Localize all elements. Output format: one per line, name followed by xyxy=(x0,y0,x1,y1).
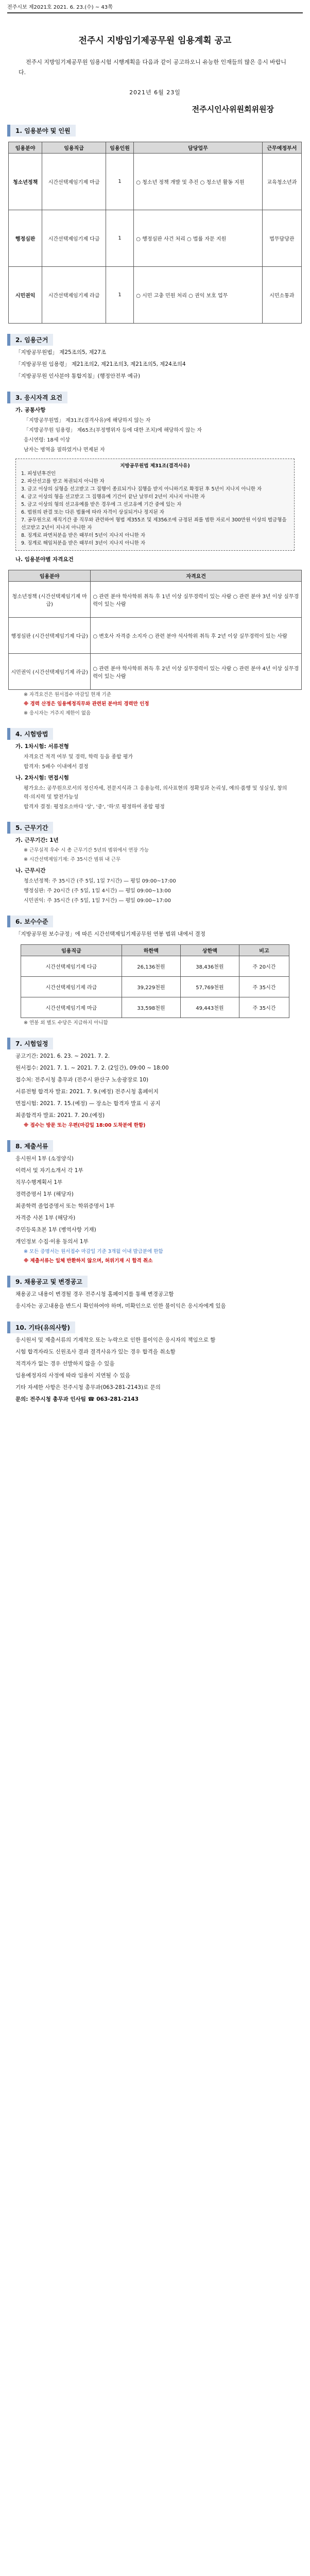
table-cell: 주 20시간 xyxy=(239,956,289,977)
misc-item: 기타 자세한 사항은 전주시청 총무과(063-281-2143)로 문의 xyxy=(15,1384,161,1391)
misc-item: 응시원서 및 제출서류의 기재착오 또는 누락으로 인한 불이익은 응시자의 책임으로 함 xyxy=(15,1337,216,1343)
exam-step-title: 가. 1차시험: 서류전형 xyxy=(15,743,69,750)
misc-item: 적격자가 없는 경우 선발하지 않을 수 있음 xyxy=(15,1361,115,1367)
table-cell: ○ 청소년 정책 개발 및 추진 ○ 청소년 활동 지원 xyxy=(134,154,263,210)
pay-table-header xyxy=(21,945,289,956)
term-title: 가. 근무기간: 1년 xyxy=(15,837,59,843)
disqualification-title: 지방공무원법 제31조(결격사유) xyxy=(120,463,190,469)
exam-step-item: 평가요소: 공무원으로서의 정신자세, 전문지식과 그 응용능력, 의사표현의 정확성과 논리성, 예의·품행 및 성실성, 창의력·의지력 및 발전가능성 xyxy=(24,786,287,800)
recruit-table-header xyxy=(9,142,302,154)
schedule-item: 공고기간: 2021. 6. 23. ~ 2021. 7. 2. xyxy=(15,1053,110,1059)
table-cell: 행정심판 xyxy=(9,210,42,267)
table-header-cell: 하한액 xyxy=(122,945,180,956)
disqualification-box xyxy=(15,459,295,551)
basis-item: 「지방공무원 인사분야 통합지침」(행정안전부 예규) xyxy=(15,373,141,379)
table-cell: 시민소통과 xyxy=(262,267,301,324)
table-cell: 1 xyxy=(106,210,134,267)
document-item: 이력서 및 자기소개서 각 1부 xyxy=(15,1167,83,1174)
table-header-cell: 담당업무 xyxy=(134,142,263,154)
table-cell: 시민권익 (시간선택제임기제 라급) xyxy=(9,654,91,690)
misc-item: 임용예정자의 사정에 따라 임용이 지연될 수 있음 xyxy=(15,1372,130,1379)
schedule-item: 원서접수: 2021. 7. 1. ~ 2021. 7. 2. (2일간), 09:00 ~ 18:00 xyxy=(15,1065,169,1071)
exam-step-title: 나. 2차시험: 면접시험 xyxy=(15,775,69,781)
contact-info: 문의: 전주시청 총무과 인사팀 ☎ 063-281-2143 xyxy=(15,1396,139,1402)
table-cell: 57,769천원 xyxy=(180,977,239,997)
table-header-cell: 비고 xyxy=(239,945,289,956)
table-cell: 시민권익 xyxy=(9,267,42,324)
document-item: 응시원서 1부 (소정양식) xyxy=(15,1156,74,1162)
document-warning: ※ 제출서류는 일체 반환하지 않으며, 허위기재 시 합격 취소 xyxy=(24,1258,153,1264)
exam-step-item: 합격자 결정: 평정요소마다 '상', '중', '하'로 평정하여 종합 평정 xyxy=(24,804,165,810)
notice-signer: 전주시인사위원회위원장 xyxy=(192,105,274,114)
exam-step-item: 자격요건 적격 여부 및 경력, 학력 등을 종합 평가 xyxy=(24,754,133,760)
table-cell: 33,598천원 xyxy=(122,997,180,1018)
hours-item: 행정심판: 주 20시간 (주 5일, 1일 4시간) — 평일 09:00~13:00 xyxy=(24,888,171,894)
requirements-title: 가. 공통사항 xyxy=(15,407,46,413)
notice-body: 전주시 지방임기제공무원 임용시험 시행계획을 다음과 같이 공고하오니 유능한 인재들의 많은 응시 바랍니다. xyxy=(19,59,287,76)
table-cell: 시간선택제임기제 라급 xyxy=(21,977,122,997)
basis-item: 「지방공무원법」 제25조의5, 제27조 xyxy=(15,349,106,355)
disqualification-item: 7. 공무원으로 재직기간 중 직무와 관련하여 형법 제355조 및 제356조에 규정된 죄를 범한 자로서 300만원 이상의 벌금형을 선고받고 2년이 지나지 아니한 자 xyxy=(21,517,287,531)
table-row xyxy=(9,618,302,654)
hours-item: 청소년정책: 주 35시간 (주 5일, 1일 7시간) — 평일 09:00~17:00 xyxy=(24,878,176,884)
gazette-label: 전주시보 제2021호 2021. 6. 23.(수) ~ 43쪽 xyxy=(7,4,113,10)
document-item: 최종학력 졸업증명서 또는 학위증명서 1부 xyxy=(15,1203,115,1209)
disqualification-item: 3. 금고 이상의 실형을 선고받고 그 집행이 종료되거나 집행을 받지 아니하기로 확정된 후 5년이 지나지 아니한 자 xyxy=(21,486,262,492)
table-cell: 행정심판 (시간선택제임기제 다급) xyxy=(9,618,91,654)
table-header-cell: 임용인원 xyxy=(106,142,134,154)
table-cell: ○ 변호사 자격증 소지자 ○ 관련 분야 석사학위 취득 후 2년 이상 실무경력이 있는 사람 xyxy=(91,618,302,654)
requirement-note: ※ 자격요건은 원서접수 마감일 현재 기준 xyxy=(24,692,111,698)
document-item: 직무수행계획서 1부 xyxy=(15,1179,63,1185)
disqualification-item: 1. 피성년후견인 xyxy=(21,471,56,477)
table-row xyxy=(9,582,302,618)
section-7-heading: 7. 시험일정 xyxy=(7,1038,53,1049)
requirement-item: 응시연령: 18세 이상 xyxy=(24,437,71,443)
table-row xyxy=(9,154,302,210)
document-item: 주민등록초본 1부 (병역사항 기재) xyxy=(15,1227,96,1233)
document-item: 개인정보 수집·이용 동의서 1부 xyxy=(15,1239,89,1245)
table-cell: 청소년정책 (시간선택제임기제 마급) xyxy=(9,582,91,618)
table-row xyxy=(21,956,289,977)
disqualification-item: 6. 법원의 판결 또는 다른 법률에 따라 자격이 상실되거나 정지된 자 xyxy=(21,510,164,515)
hours-title: 나. 근무시간 xyxy=(15,868,46,874)
recruit-table xyxy=(8,142,302,324)
table-cell: 시간선택제임기제 라급 xyxy=(42,267,106,324)
table-cell: ○ 행정심판 사건 처리 ○ 법률 자문 지원 xyxy=(134,210,263,267)
table-header-cell: 근무예정부서 xyxy=(262,142,301,154)
disqualification-item: 4. 금고 이상의 형을 선고받고 그 집행유예 기간이 끝난 날부터 2년이 지나지 아니한 자 xyxy=(21,494,205,500)
table-cell: 38,436천원 xyxy=(180,956,239,977)
document-item: 자격증 사본 1부 (해당자) xyxy=(15,1215,76,1221)
table-cell: ○ 관련 분야 학사학위 취득 후 2년 이상 실무경력이 있는 사람 ○ 관련 분야 4년 이상 실무경력이 있는 사람 xyxy=(91,654,302,690)
requirement-item: 「지방공무원 임용령」 제65조(부정행위자 등에 대한 조치)에 해당하지 않는 자 xyxy=(24,428,202,433)
table-header-cell: 임용분야 xyxy=(9,142,42,154)
requirements-subtitle: 나. 임용분야별 자격요건 xyxy=(15,556,74,563)
pay-intro: 「지방공무원 보수규정」에 따른 시간선택제임기제공무원 연봉 범위 내에서 결정 xyxy=(15,931,205,937)
term-note: ※ 시간선택제임기제: 주 35시간 범위 내 근무 xyxy=(24,857,121,862)
table-cell: 주 35시간 xyxy=(239,977,289,997)
disqualification-item: 5. 금고 이상의 형의 선고유예를 받은 경우에 그 선고유예 기간 중에 있는 자 xyxy=(21,502,182,507)
table-row xyxy=(9,654,302,690)
table-row xyxy=(21,997,289,1018)
pay-note: ※ 연봉 외 별도 수당은 지급하지 아니함 xyxy=(24,1020,108,1026)
change-item: 응시자는 공고내용을 반드시 확인하여야 하며, 미확인으로 인한 불이익은 응시자에게 있음 xyxy=(15,1303,226,1309)
pay-table-wrap xyxy=(21,944,289,1018)
section-4-heading: 4. 시험방법 xyxy=(7,728,53,740)
table-cell: 1 xyxy=(106,154,134,210)
section-2-heading: 2. 임용근거 xyxy=(7,334,53,346)
disqualification-item: 9. 징계로 해임처분을 받은 때부터 3년이 지나지 아니한 자 xyxy=(21,540,146,546)
section-8-heading: 8. 제출서류 xyxy=(7,1140,53,1152)
exam-step-item: 합격자: 5배수 이내에서 결정 xyxy=(24,764,89,770)
table-cell: 시간선택제임기제 다급 xyxy=(42,210,106,267)
qualification-table-wrap xyxy=(8,570,302,690)
table-cell: 주 35시간 xyxy=(239,997,289,1018)
term-note: ※ 근무실적 우수 시 총 근무기간 5년의 범위에서 연장 가능 xyxy=(24,848,149,853)
table-cell: 49,443천원 xyxy=(180,997,239,1018)
gazette-header xyxy=(7,0,303,13)
table-cell: 청소년정책 xyxy=(9,154,42,210)
schedule-item: 접수처: 전주시청 총무과 (전주시 완산구 노송광장로 10) xyxy=(15,1077,149,1083)
recruit-table-wrap xyxy=(8,142,302,324)
requirement-item: 「지방공무원법」 제31조(결격사유)에 해당하지 않는 자 xyxy=(24,418,151,423)
notice-date: 2021년 6월 23일 xyxy=(129,89,181,96)
pay-table xyxy=(21,944,289,1018)
table-header-cell: 상한액 xyxy=(180,945,239,956)
table-row xyxy=(9,210,302,267)
basis-item: 「지방공무원 임용령」 제21조의2, 제21조의3, 제21조의5, 제24조의4 xyxy=(15,361,186,367)
table-cell: 시간선택제임기제 다급 xyxy=(21,956,122,977)
section-6-heading: 6. 보수수준 xyxy=(7,916,53,927)
section-3-heading: 3. 응시자격 요건 xyxy=(7,392,67,403)
table-cell: 1 xyxy=(106,267,134,324)
table-header-cell: 임용직급 xyxy=(42,142,106,154)
table-row xyxy=(21,977,289,997)
section-5-heading: 5. 근무기간 xyxy=(7,822,53,834)
requirement-note: ※ 응시자는 거주지 제한이 없음 xyxy=(24,710,91,716)
document-note: ※ 모든 증명서는 원서접수 마감일 기준 3개월 이내 발급분에 한함 xyxy=(24,1249,163,1255)
qualification-table xyxy=(8,570,302,690)
requirement-note: ※ 경력 산정은 임용예정직무와 관련된 분야의 경력만 인정 xyxy=(24,701,149,707)
table-header-cell: 임용직급 xyxy=(21,945,122,956)
qualification-table-header xyxy=(9,570,302,582)
table-cell: 26,136천원 xyxy=(122,956,180,977)
disqualification-item: 2. 파산선고를 받고 복권되지 아니한 자 xyxy=(21,479,105,484)
section-9-heading: 9. 채용공고 및 변경공고 xyxy=(7,1276,88,1287)
change-item: 채용공고 내용이 변경될 경우 전주시청 홈페이지를 통해 변경공고함 xyxy=(15,1291,174,1297)
disqualification-item: 8. 징계로 파면처분을 받은 때부터 5년이 지나지 아니한 자 xyxy=(21,533,146,538)
table-header-cell: 임용분야 xyxy=(9,570,91,582)
notice-title: 전주시 지방임기제공무원 임용계획 공고 xyxy=(78,36,232,46)
table-cell: 39,229천원 xyxy=(122,977,180,997)
misc-item: 시험 합격자라도 신원조사 결과 결격사유가 있는 경우 합격을 취소함 xyxy=(15,1349,176,1355)
table-cell: 시간선택제임기제 마급 xyxy=(42,154,106,210)
table-cell: 법무담당관 xyxy=(262,210,301,267)
section-10-heading: 10. 기타(유의사항) xyxy=(7,1321,75,1333)
section-1-heading: 1. 임용분야 및 인원 xyxy=(7,125,76,137)
document-item: 경력증명서 1부 (해당자) xyxy=(15,1191,74,1197)
table-cell: 시간선택제임기제 마급 xyxy=(21,997,122,1018)
schedule-note: ※ 접수는 방문 또는 우편(마감일 18:00 도착분에 한함) xyxy=(24,1123,146,1128)
table-cell: ○ 시민 고충 민원 처리 ○ 권익 보호 업무 xyxy=(134,267,263,324)
table-row xyxy=(9,267,302,324)
schedule-item: 최종합격자 발표: 2021. 7. 20.(예정) xyxy=(15,1112,105,1118)
table-header-cell: 자격요건 xyxy=(91,570,302,582)
requirement-item: 남자는 병역을 필하였거나 면제된 자 xyxy=(24,447,105,453)
schedule-item: 면접시험: 2021. 7. 15.(예정) — 장소는 합격자 발표 시 공지 xyxy=(15,1100,161,1107)
hours-item: 시민권익: 주 35시간 (주 5일, 1일 7시간) — 평일 09:00~17:00 xyxy=(24,898,171,904)
table-cell: 교육청소년과 xyxy=(262,154,301,210)
table-cell: ○ 관련 분야 학사학위 취득 후 1년 이상 실무경력이 있는 사람 ○ 관련 분야 3년 이상 실무경력이 있는 사람 xyxy=(91,582,302,618)
schedule-item: 서류전형 합격자 발표: 2021. 7. 9.(예정) 전주시청 홈페이지 xyxy=(15,1089,159,1095)
